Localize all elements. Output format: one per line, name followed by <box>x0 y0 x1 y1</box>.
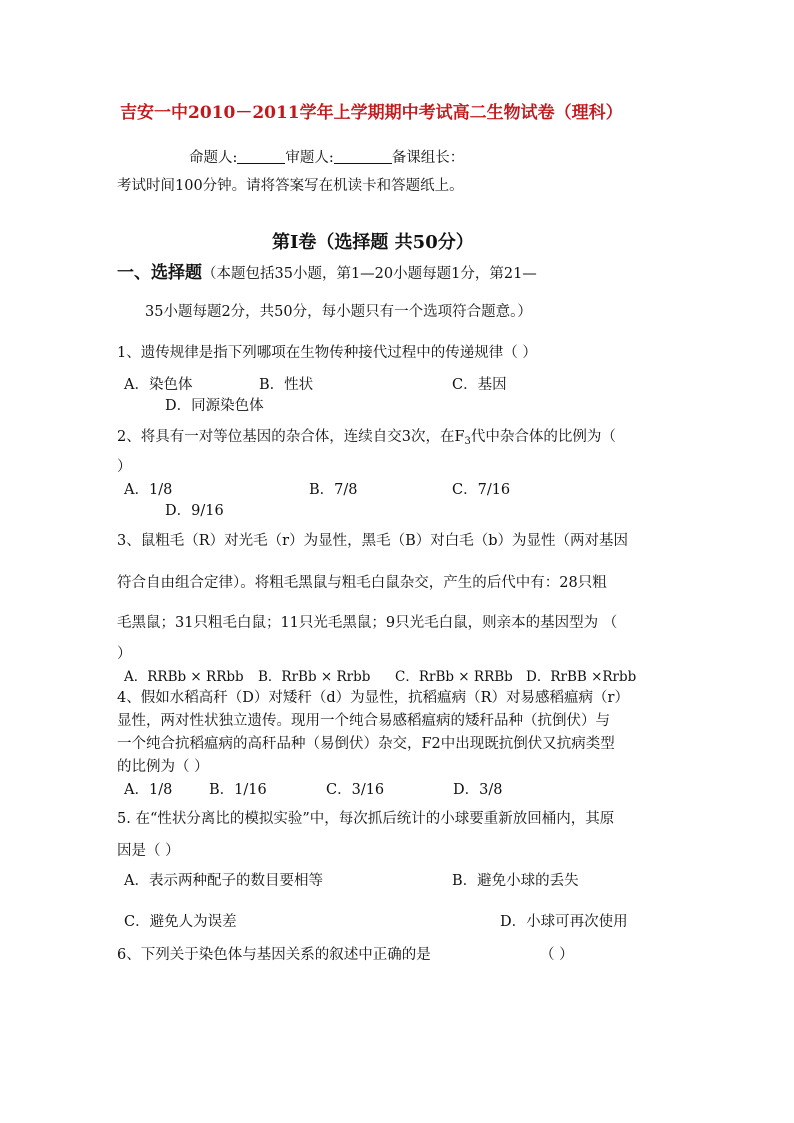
q4-line2: 显性，两对性状独立遗传。现用一个纯合易感稻瘟病的矮秆品种（抗倒伏）与 <box>117 713 610 729</box>
q2-stem-end: ） <box>117 459 132 475</box>
page-title: 吉安一中2010－2011学年上学期期中考试高二生物试卷（理科） <box>120 103 623 123</box>
q4-option-d: D．3/8 <box>453 782 503 798</box>
q5-option-c: C．避免人为误差 <box>124 914 237 930</box>
q2-option-c: C．7/16 <box>452 482 511 498</box>
q1-option-c: C．基因 <box>452 377 507 393</box>
q6-stem: 6、下列关于染色体与基因关系的叙述中正确的是 <box>117 947 431 963</box>
q4-option-a: A．1/8 <box>124 782 173 798</box>
reviewer-label: 审题人: <box>285 150 334 166</box>
q6-answer-paren: （ ） <box>540 947 574 963</box>
q5-option-b: B．避免小球的丢失 <box>452 873 579 889</box>
exam-note: 考试时间100分钟。请将答案写在机读卡和答题纸上。 <box>117 178 464 194</box>
leader-label: 备课组长： <box>391 150 465 166</box>
q3-line4: ） <box>117 646 132 662</box>
q3-line2: 符合自由组合定律）。将粗毛黑鼠与粗毛白鼠杂交，产生的后代中有：28只粗 <box>117 575 607 591</box>
q3-line1: 3、鼠粗毛（R）对光毛（r）为显性，黑毛（B）对白毛（b）为显性（两对基因 <box>117 533 629 549</box>
q5-option-a: A．表示两种配子的数目要相等 <box>124 873 323 889</box>
q2-option-b: B．7/8 <box>309 482 358 498</box>
q1-stem: 1、遗传规律是指下列哪项在生物传种接代过程中的传递规律（ ） <box>117 345 537 361</box>
author-line <box>189 148 464 168</box>
part-one-desc-line1: （本题包括35小题，第1—20小题每题1分，第21— <box>202 266 537 282</box>
q2-stem <box>117 427 616 452</box>
section-title: 第Ⅰ卷（选择题 共50分） <box>272 232 474 253</box>
setter-label: 命题人: <box>189 150 238 166</box>
q3-option-a: A．RRBb × RRbb <box>124 669 244 685</box>
q1-option-d: D．同源染色体 <box>165 398 264 414</box>
setter-blank <box>237 149 285 164</box>
q5-line2: 因是（ ） <box>117 843 180 859</box>
q3-option-b: B．RrBb × Rrbb <box>258 669 371 685</box>
q1-option-a: A．染色体 <box>124 377 193 393</box>
q5-line1: 5. 在“性状分离比的模拟实验”中，每次抓后统计的小球要重新放回桶内，其原 <box>117 811 615 827</box>
q4-line4: 的比例为（ ） <box>117 759 209 775</box>
q5-option-d: D．小球可再次使用 <box>500 914 628 930</box>
reviewer-blank <box>334 149 392 164</box>
q4-line3: 一个纯合抗稻瘟病的高秆品种（易倒伏）杂交，F2中出现既抗倒伏又抗病类型 <box>117 736 615 752</box>
q1-option-b: B．性状 <box>259 377 314 393</box>
q4-option-b: B．1/16 <box>209 782 267 798</box>
q2-stem-pre: 2、将具有一对等位基因的杂合体，连续自交3次，在F <box>117 429 465 445</box>
q2-stem-sub: 3 <box>464 436 471 447</box>
q2-option-d: D．9/16 <box>165 503 224 519</box>
q3-option-d: D．RrBB ×Rrbb <box>526 669 637 685</box>
part-one-desc <box>117 263 537 284</box>
q2-stem-post: 代中杂合体的比例为（ <box>470 429 616 445</box>
q4-option-c: C．3/16 <box>326 782 385 798</box>
q2-option-a: A．1/8 <box>124 482 173 498</box>
part-one-desc-line2: 35小题每题2分，共50分，每小题只有一个选项符合题意。） <box>145 304 532 320</box>
q3-line3: 毛黑鼠；31只粗毛白鼠；11只光毛黑鼠；9只光毛白鼠，则亲本的基因型为 （ <box>117 615 618 631</box>
q4-line1: 4、假如水稻高秆（D）对矮秆（d）为显性，抗稻瘟病（R）对易感稻瘟病（r） <box>117 690 629 706</box>
q3-option-c: C．RrBb × RRBb <box>395 669 513 685</box>
part-one-heading: 一、选择题 <box>117 263 202 283</box>
